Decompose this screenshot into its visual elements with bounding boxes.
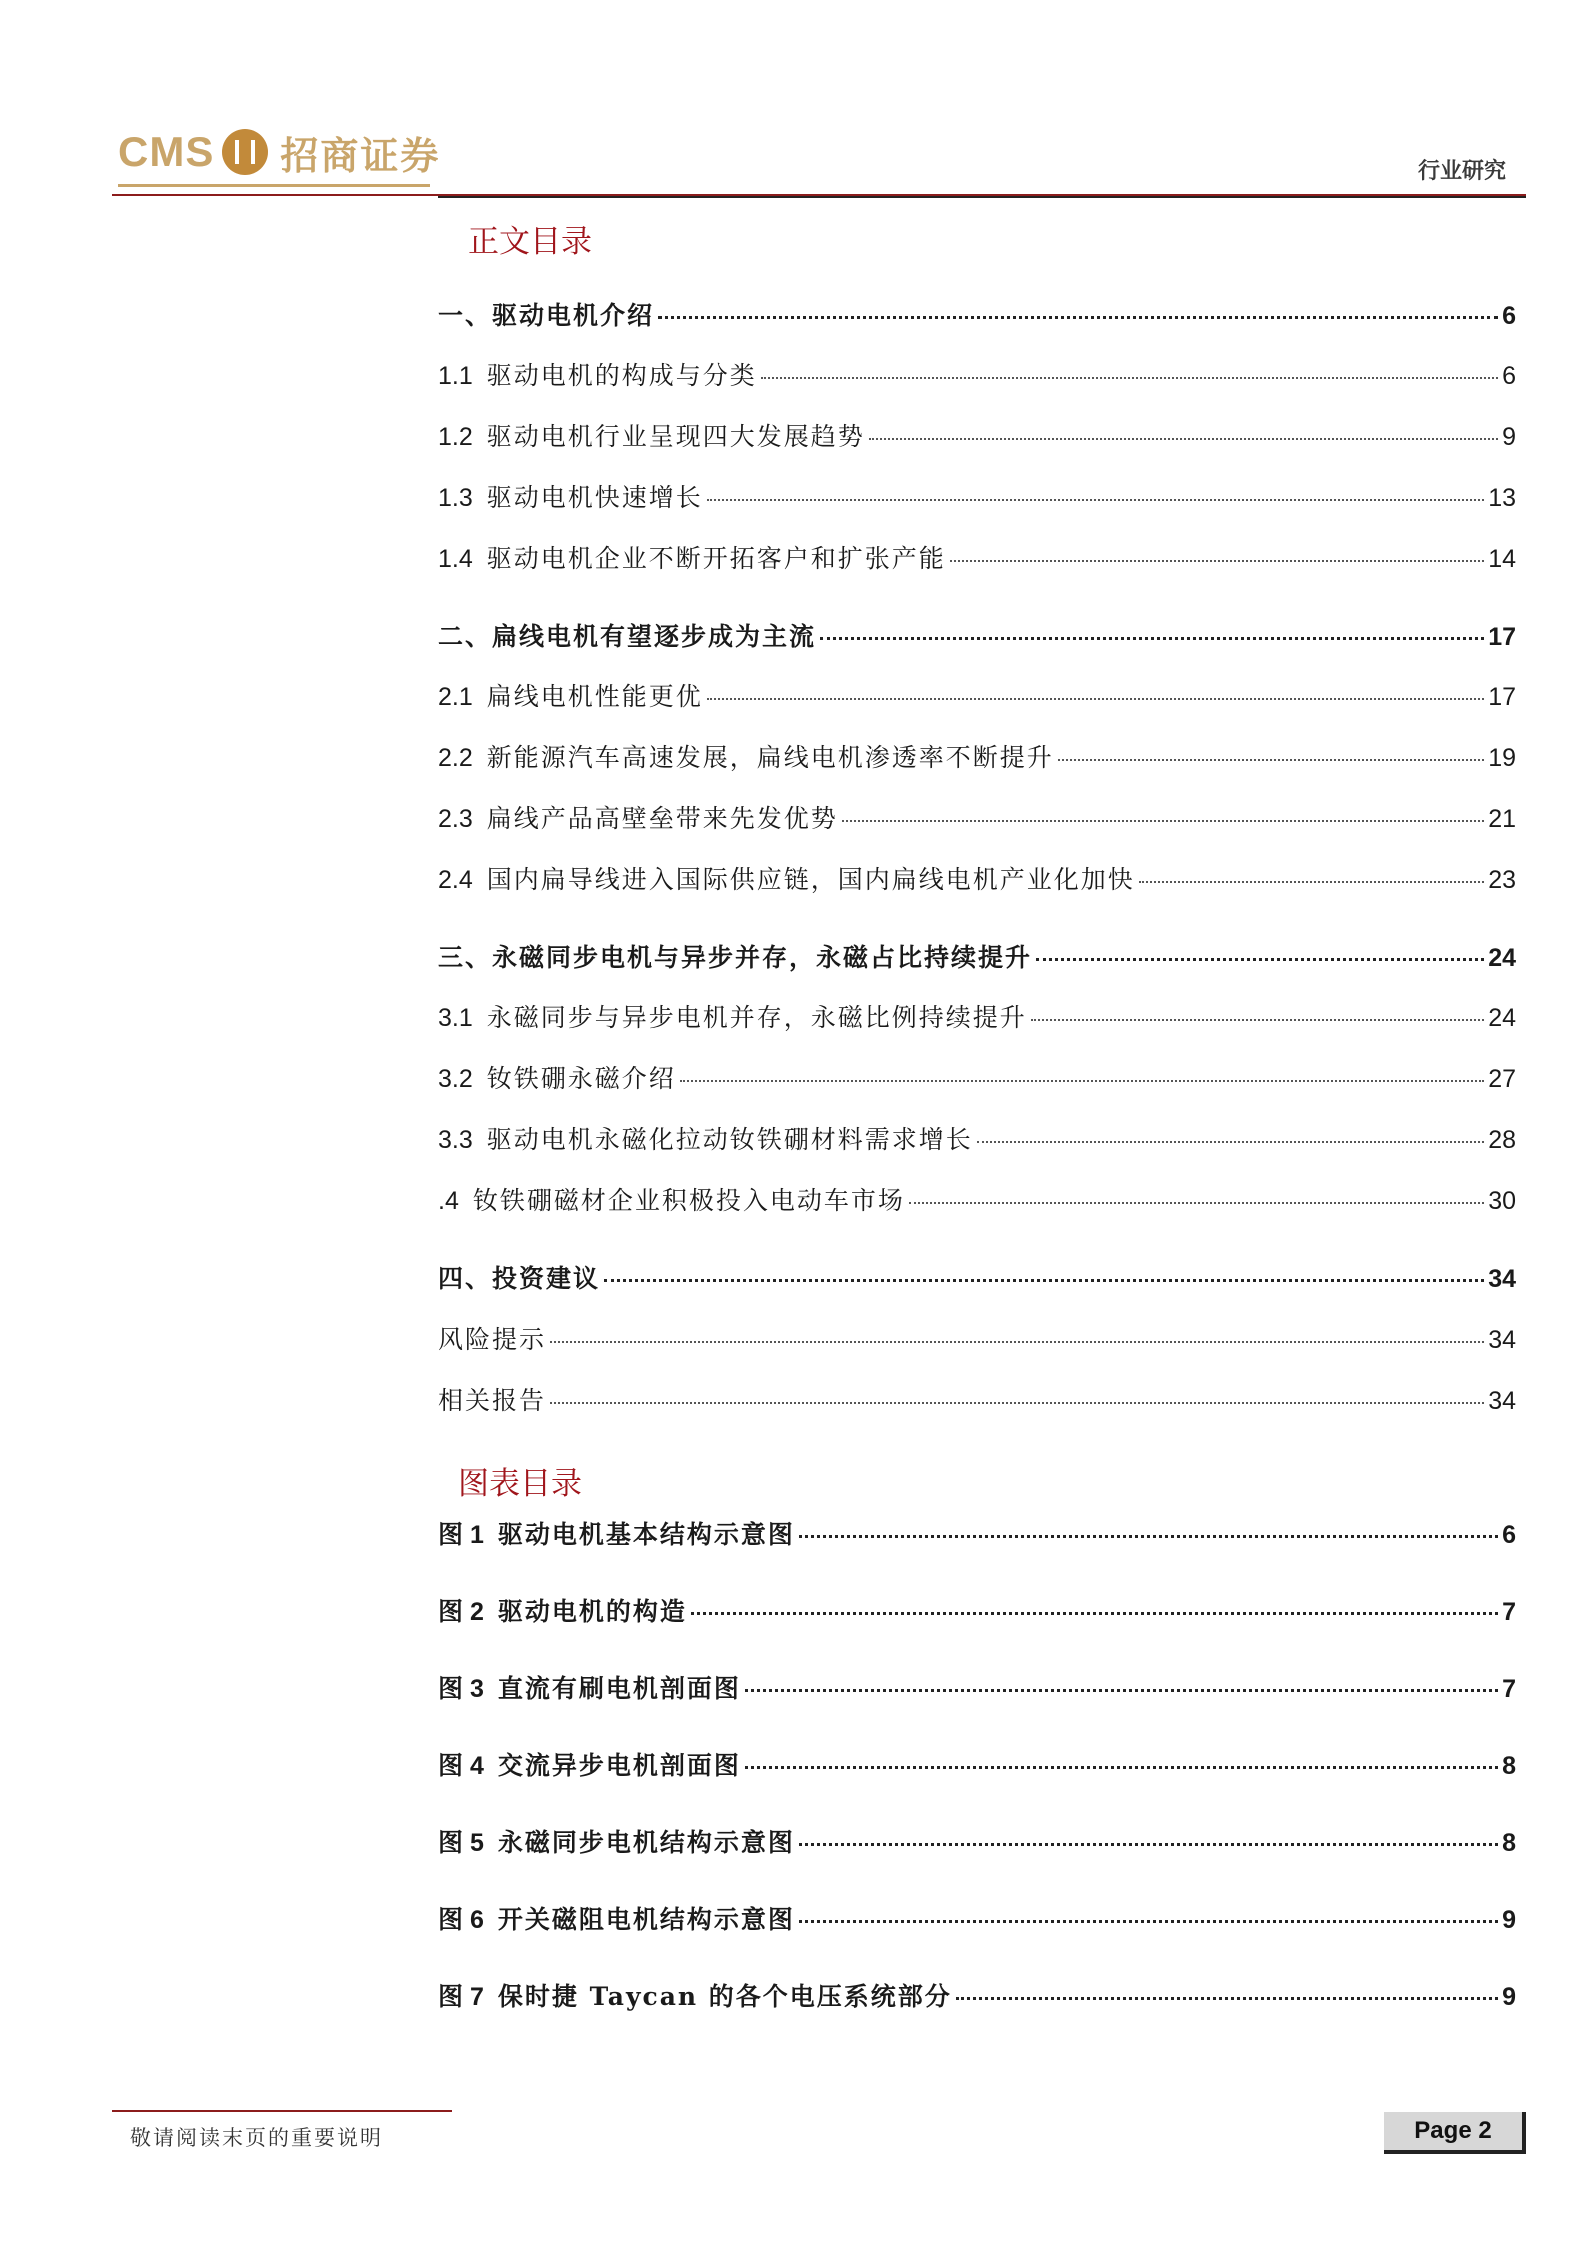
toc-entry[interactable] [438,938,1516,974]
toc-entry-number: 1.4 [438,545,473,573]
toc-entry-page: 30 [1488,1187,1516,1215]
figure-entry-leader-dots [799,1843,1498,1846]
toc-entry-label: 一、驱动电机介绍 [438,301,655,330]
logo-badge-icon [222,129,268,175]
figure-entry-page: 9 [1502,1983,1516,2011]
toc-entry-label: 二、扁线电机有望逐步成为主流 [438,622,817,651]
header-rule-dark [438,196,1526,198]
toc-entry[interactable] [438,417,1516,453]
toc-entry-leader-dots [977,1141,1484,1143]
toc-entry[interactable] [438,356,1516,392]
page-number-badge: Page 2 [1384,2112,1526,2154]
toc-entry-leader-dots [761,377,1498,379]
toc-entry-page: 13 [1488,484,1516,512]
toc-entry[interactable] [438,799,1516,835]
toc-entry-page: 17 [1488,683,1516,711]
figure-entry-leader-dots [956,1997,1498,2000]
toc-entry-number: 1.3 [438,484,473,512]
toc-entry[interactable] [438,1181,1516,1217]
toc-entry-leader-dots [550,1402,1484,1404]
toc-entry-page: 23 [1488,866,1516,894]
figure-entry-label: 驱动电机的构造 [497,1597,687,1626]
toc-entry[interactable] [438,860,1516,896]
toc-entry-label: 相关报告 [438,1386,547,1415]
figure-entry-label: 保时捷 Taycan 的各个电压系统部分 [497,1982,952,2011]
toc-entry-number: 2.1 [438,683,473,711]
toc-entry-leader-dots [950,560,1484,562]
footer-rule [112,2110,452,2112]
toc-entry-label: 驱动电机快速增长 [486,483,703,512]
toc-entry-page: 28 [1488,1126,1516,1154]
toc-entry-page: 34 [1488,1265,1516,1293]
figure-entry[interactable] [438,1823,1516,1859]
figure-entry[interactable] [438,1592,1516,1628]
figure-entry-number: 图 1 [438,1521,484,1549]
toc-entry-page: 17 [1488,623,1516,651]
toc-entry-number: 1.2 [438,423,473,451]
toc-entry[interactable] [438,1381,1516,1417]
toc-entry-label: 钕铁硼永磁介绍 [486,1064,676,1093]
logo-cn-text: 招商证券 [280,132,441,178]
toc-entry-label: 四、投资建议 [438,1264,601,1293]
figure-entry-leader-dots [799,1920,1498,1923]
toc-entry-number: 3.1 [438,1004,473,1032]
toc-entry[interactable] [438,738,1516,774]
toc-entry-label: 扁线产品高壁垒带来先发优势 [486,804,838,833]
toc-entry-leader-dots [869,438,1498,440]
figure-entry-label: 驱动电机基本结构示意图 [497,1520,795,1549]
toc-entry-page: 21 [1488,805,1516,833]
toc-entry-page: 19 [1488,744,1516,772]
figure-entry-number: 图 2 [438,1598,484,1626]
figure-entry-label: 直流有刷电机剖面图 [497,1674,741,1703]
toc-entry-leader-dots [604,1279,1484,1282]
toc-entry-leader-dots [820,637,1484,640]
toc-entry-number: 3.2 [438,1065,473,1093]
figure-entry-label: 开关磁阻电机结构示意图 [497,1905,795,1934]
toc-entry-leader-dots [842,820,1484,822]
header-category: 行业研究 [1417,158,1506,184]
toc-entry-number: 2.2 [438,744,473,772]
toc-entry-page: 34 [1488,1326,1516,1354]
toc-entry-page: 27 [1488,1065,1516,1093]
footer-disclaimer: 敬请阅读末页的重要说明 [130,2126,383,2150]
toc-entry[interactable] [438,998,1516,1034]
figure-entry-page: 7 [1502,1598,1516,1626]
figure-entry[interactable] [438,1746,1516,1782]
toc-entry[interactable] [438,1320,1516,1356]
toc-entry-label: 驱动电机行业呈现四大发展趋势 [486,422,865,451]
toc-entry-label: 三、永磁同步电机与异步并存，永磁占比持续提升 [438,943,1033,972]
toc-entry-number: 1.1 [438,362,473,390]
toc-entry-label: 风险提示 [438,1325,547,1354]
toc-entry-page: 24 [1488,944,1516,972]
toc-entry[interactable] [438,677,1516,713]
figure-entry-page: 8 [1502,1752,1516,1780]
toc-entry-leader-dots [1058,759,1484,761]
figure-entry-leader-dots [691,1612,1498,1615]
toc-entry-page: 34 [1488,1387,1516,1415]
figure-list-title: 图表目录 [458,1466,582,1502]
toc-entry-leader-dots [680,1080,1484,1082]
toc-entry[interactable] [438,1059,1516,1095]
figure-entry-label: 交流异步电机剖面图 [497,1751,741,1780]
figure-entry-number: 图 6 [438,1906,484,1934]
logo-cms-text: CMS [118,128,215,175]
toc-entry-page: 9 [1502,423,1516,451]
toc-entry-number: 2.4 [438,866,473,894]
toc-entry-label: 永磁同步与异步电机并存，永磁比例持续提升 [486,1003,1027,1032]
toc-entry-label: 驱动电机企业不断开拓客户和扩张产能 [486,544,946,573]
toc-entry-label: 钕铁硼磁材企业积极投入电动车市场 [472,1186,905,1215]
figure-entry-number: 图 4 [438,1752,484,1780]
toc-entry[interactable] [438,296,1516,332]
figure-entry-number: 图 3 [438,1675,484,1703]
figure-entry-page: 9 [1502,1906,1516,1934]
toc-entry-leader-dots [909,1202,1484,1204]
figure-entry-number: 图 5 [438,1829,484,1857]
logo-underline [118,184,430,187]
toc-entry-label: 扁线电机性能更优 [486,682,703,711]
toc-entry-leader-dots [707,499,1484,501]
toc-entry-page: 24 [1488,1004,1516,1032]
toc-entry-leader-dots [550,1341,1484,1343]
toc-entry[interactable] [438,1120,1516,1156]
toc-entry-label: 驱动电机的构成与分类 [486,361,757,390]
figure-entry-leader-dots [799,1535,1498,1538]
figure-entry-page: 8 [1502,1829,1516,1857]
figure-entry-leader-dots [745,1766,1498,1769]
figure-entry[interactable] [438,1669,1516,1705]
figure-entry-page: 7 [1502,1675,1516,1703]
toc-entry[interactable] [438,539,1516,575]
figure-entry-page: 6 [1502,1521,1516,1549]
toc-entry-label: 新能源汽车高速发展，扁线电机渗透率不断提升 [486,743,1054,772]
figure-entry[interactable] [438,1515,1516,1551]
cms-logo [118,122,440,182]
toc-entry-leader-dots [707,698,1484,700]
toc-entry-leader-dots [1139,881,1484,883]
toc-entry-leader-dots [1036,958,1484,961]
figure-entry[interactable] [438,1977,1516,2013]
toc-entry-page: 6 [1502,302,1516,330]
figure-entry-number: 图 7 [438,1983,484,2011]
toc-entry-number: .4 [438,1187,459,1215]
toc-entry-leader-dots [658,316,1498,319]
toc-entry-number: 3.3 [438,1126,473,1154]
toc-entry[interactable] [438,617,1516,653]
toc-entry[interactable] [438,478,1516,514]
toc-title: 正文目录 [468,224,592,260]
toc-entry-label: 驱动电机永磁化拉动钕铁硼材料需求增长 [486,1125,973,1154]
toc-entry[interactable] [438,1259,1516,1295]
toc-entry-label: 国内扁导线进入国际供应链，国内扁线电机产业化加快 [486,865,1135,894]
page-header [0,0,1586,200]
toc-entry-page: 14 [1488,545,1516,573]
toc-entry-leader-dots [1031,1019,1484,1021]
figure-entry[interactable] [438,1900,1516,1936]
figure-entry-leader-dots [745,1689,1498,1692]
figure-entry-label: 永磁同步电机结构示意图 [497,1828,795,1857]
toc-entry-page: 6 [1502,362,1516,390]
toc-entry-number: 2.3 [438,805,473,833]
